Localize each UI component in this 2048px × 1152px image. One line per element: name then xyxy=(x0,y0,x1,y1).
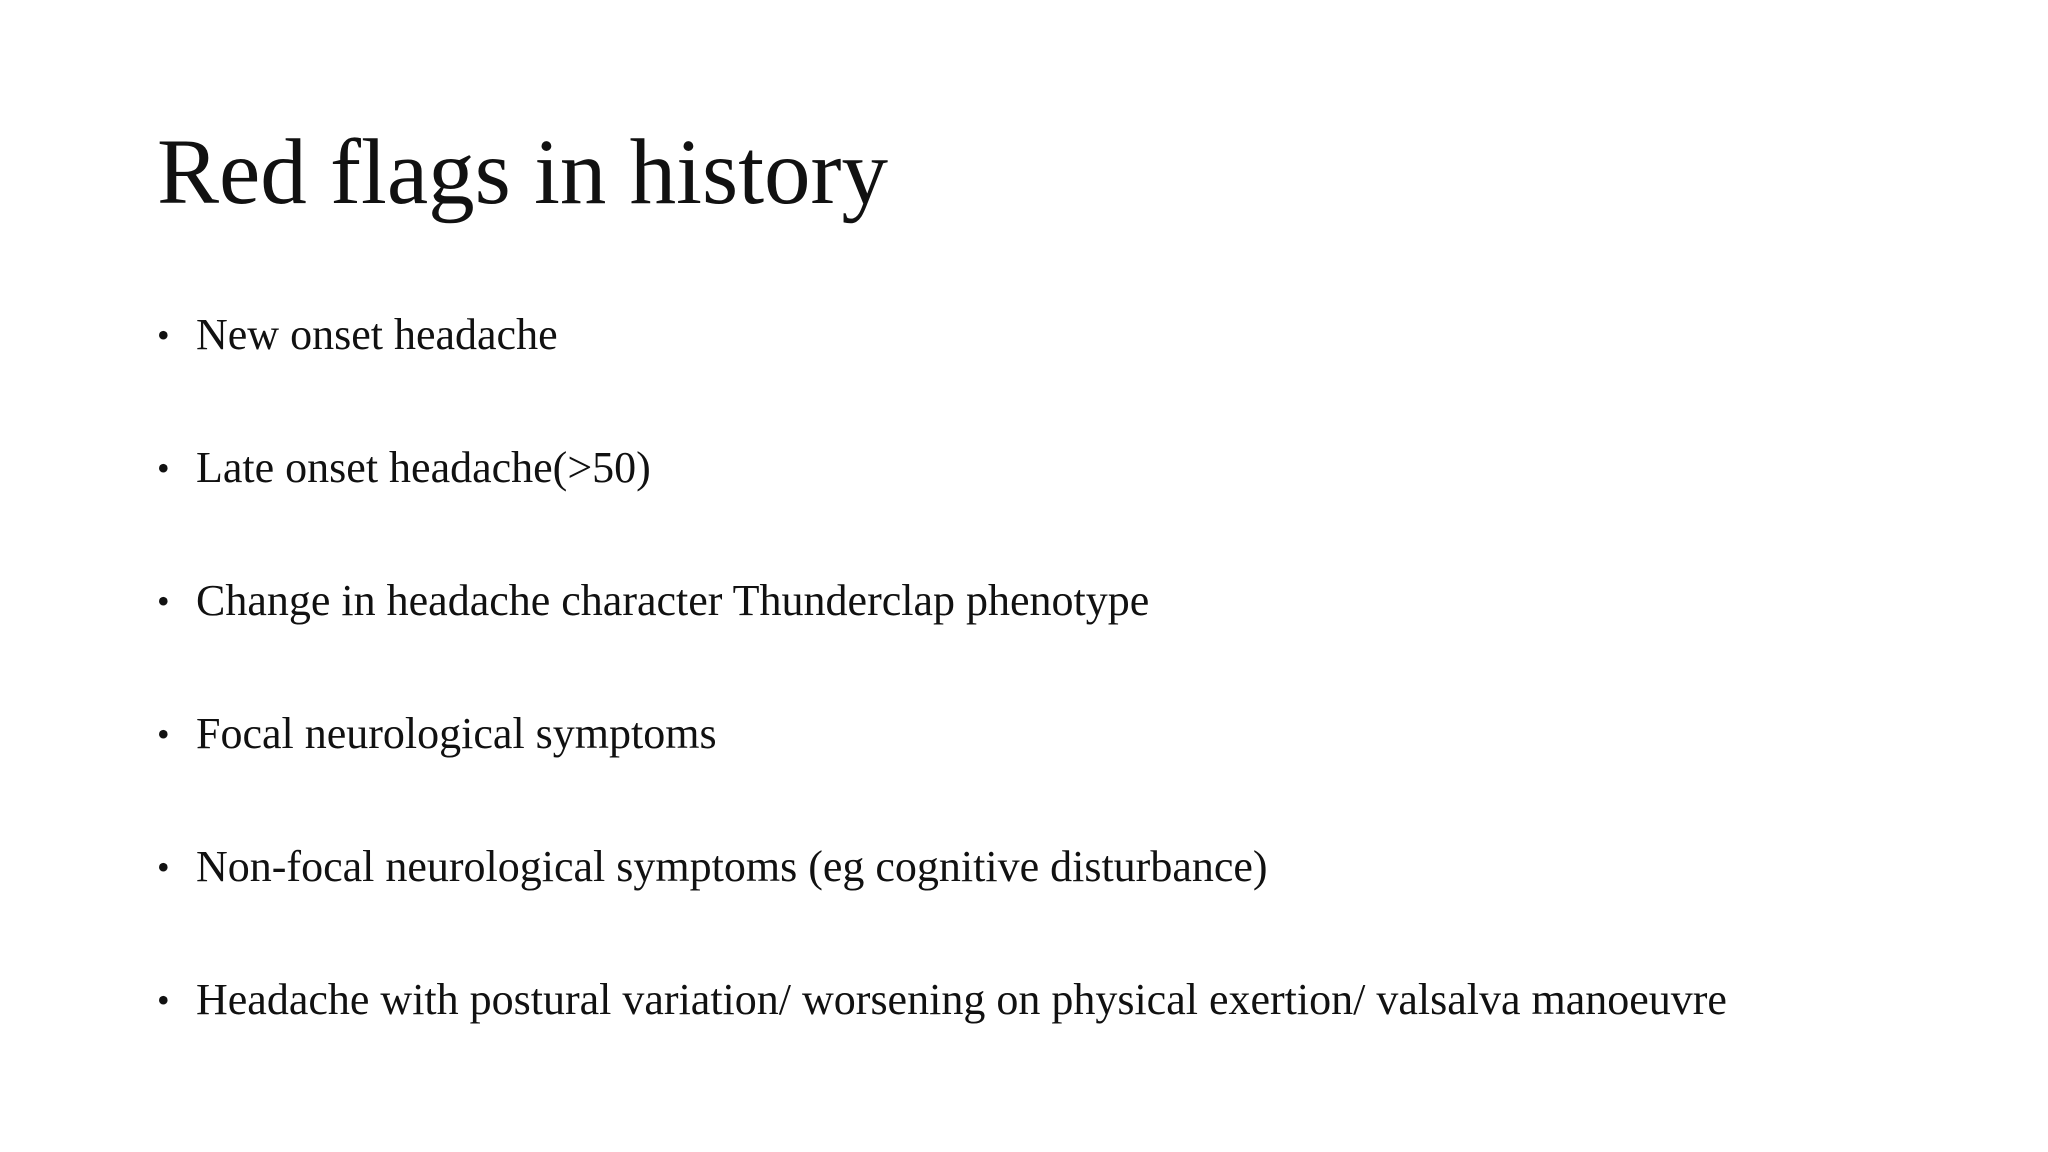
bullet-icon: • xyxy=(157,315,170,355)
bullet-item-late-onset xyxy=(157,438,1727,571)
bullet-item-postural-variation xyxy=(157,970,1727,1103)
bullet-text: Change in headache character Thunderclap phenotype xyxy=(196,576,1150,625)
bullet-icon: • xyxy=(157,581,170,621)
bullet-icon: • xyxy=(157,847,170,887)
bullet-icon: • xyxy=(157,714,170,754)
bullet-icon: • xyxy=(157,448,170,488)
bullet-item-change-character xyxy=(157,571,1727,704)
bullet-text: Late onset headache(>50) xyxy=(196,443,651,492)
bullet-list xyxy=(157,305,1727,1103)
bullet-text: Headache with postural variation/ worsening on physical exertion/ valsalva manoeuvre xyxy=(196,975,1727,1024)
bullet-text: New onset headache xyxy=(196,310,558,359)
bullet-item-new-onset xyxy=(157,305,1727,438)
bullet-text: Non-focal neurological symptoms (eg cognitive disturbance) xyxy=(196,842,1268,891)
bullet-icon: • xyxy=(157,980,170,1020)
bullet-item-non-focal-symptoms xyxy=(157,837,1727,970)
bullet-text: Focal neurological symptoms xyxy=(196,709,717,758)
bullet-item-focal-symptoms xyxy=(157,704,1727,837)
slide-title: Red flags in history xyxy=(157,121,889,224)
